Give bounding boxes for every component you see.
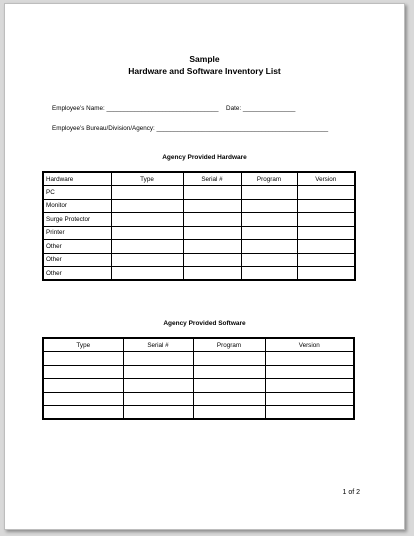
table-row xyxy=(43,226,355,240)
empty-cell[interactable] xyxy=(297,186,355,200)
empty-cell[interactable] xyxy=(193,379,265,393)
hardware-table xyxy=(42,171,356,281)
empty-cell[interactable] xyxy=(123,406,193,420)
hardware-cell: Other xyxy=(43,267,111,281)
table-row xyxy=(43,186,355,200)
empty-cell[interactable] xyxy=(297,267,355,281)
empty-cell[interactable] xyxy=(297,226,355,240)
empty-cell[interactable] xyxy=(183,199,241,213)
empty-cell[interactable] xyxy=(123,392,193,406)
empty-cell[interactable] xyxy=(183,213,241,227)
column-header: Program xyxy=(193,338,265,352)
empty-cell[interactable] xyxy=(297,199,355,213)
document-page xyxy=(4,3,405,530)
column-header: Serial # xyxy=(123,338,193,352)
column-header: Program xyxy=(241,172,297,186)
empty-cell[interactable] xyxy=(241,226,297,240)
hardware-cell: Other xyxy=(43,240,111,254)
hardware-header-row xyxy=(43,172,355,186)
empty-cell[interactable] xyxy=(111,240,183,254)
empty-cell[interactable] xyxy=(183,267,241,281)
software-header-row xyxy=(43,338,354,352)
empty-cell[interactable] xyxy=(241,267,297,281)
empty-cell[interactable] xyxy=(193,365,265,379)
empty-cell[interactable] xyxy=(43,406,123,420)
empty-cell[interactable] xyxy=(111,213,183,227)
empty-cell[interactable] xyxy=(193,352,265,366)
document-title-line1: Sample xyxy=(189,54,220,64)
empty-cell[interactable] xyxy=(183,240,241,254)
table-row xyxy=(43,240,355,254)
table-row xyxy=(43,379,354,393)
empty-cell[interactable] xyxy=(297,213,355,227)
table-row xyxy=(43,253,355,267)
column-header: Type xyxy=(111,172,183,186)
hardware-cell: Surge Protector xyxy=(43,213,111,227)
software-section-title: Agency Provided Software xyxy=(163,320,246,327)
column-header: Serial # xyxy=(183,172,241,186)
hardware-cell: Monitor xyxy=(43,199,111,213)
empty-cell[interactable] xyxy=(241,253,297,267)
document-title-line2: Hardware and Software Inventory List xyxy=(128,66,281,76)
hardware-cell: Other xyxy=(43,253,111,267)
software-table xyxy=(42,337,355,420)
empty-cell[interactable] xyxy=(297,253,355,267)
empty-cell[interactable] xyxy=(241,199,297,213)
empty-cell[interactable] xyxy=(193,392,265,406)
empty-cell[interactable] xyxy=(43,392,123,406)
page-number: 1 of 2 xyxy=(342,489,360,496)
table-row xyxy=(43,352,354,366)
empty-cell[interactable] xyxy=(297,240,355,254)
empty-cell[interactable] xyxy=(111,267,183,281)
empty-cell[interactable] xyxy=(123,365,193,379)
hardware-cell: PC xyxy=(43,186,111,200)
empty-cell[interactable] xyxy=(43,365,123,379)
empty-cell[interactable] xyxy=(265,365,354,379)
column-header: Hardware xyxy=(43,172,111,186)
empty-cell[interactable] xyxy=(111,226,183,240)
empty-cell[interactable] xyxy=(241,240,297,254)
empty-cell[interactable] xyxy=(43,352,123,366)
bureau-field[interactable]: Employee’s Bureau/Division/Agency: _________________________________________________ xyxy=(52,125,329,132)
empty-cell[interactable] xyxy=(183,253,241,267)
hardware-cell: Printer xyxy=(43,226,111,240)
empty-cell[interactable] xyxy=(111,199,183,213)
table-row xyxy=(43,199,355,213)
table-row xyxy=(43,213,355,227)
table-row xyxy=(43,365,354,379)
empty-cell[interactable] xyxy=(265,406,354,420)
empty-cell[interactable] xyxy=(241,213,297,227)
empty-cell[interactable] xyxy=(111,186,183,200)
bureau-row xyxy=(52,125,328,132)
empty-cell[interactable] xyxy=(123,379,193,393)
table-row xyxy=(43,267,355,281)
empty-cell[interactable] xyxy=(183,226,241,240)
column-header: Version xyxy=(265,338,354,352)
column-header: Type xyxy=(43,338,123,352)
empty-cell[interactable] xyxy=(265,392,354,406)
empty-cell[interactable] xyxy=(123,352,193,366)
employee-name-field[interactable]: Employee’s Name: ________________________________ xyxy=(52,105,219,112)
employee-name-row xyxy=(52,105,295,112)
empty-cell[interactable] xyxy=(241,186,297,200)
table-row xyxy=(43,406,354,420)
empty-cell[interactable] xyxy=(43,379,123,393)
empty-cell[interactable] xyxy=(183,186,241,200)
empty-cell[interactable] xyxy=(265,379,354,393)
table-row xyxy=(43,392,354,406)
hardware-section-title: Agency Provided Hardware xyxy=(162,154,247,161)
empty-cell[interactable] xyxy=(193,406,265,420)
empty-cell[interactable] xyxy=(265,352,354,366)
date-field[interactable]: Date: _______________ xyxy=(226,105,296,112)
column-header: Version xyxy=(297,172,355,186)
empty-cell[interactable] xyxy=(111,253,183,267)
